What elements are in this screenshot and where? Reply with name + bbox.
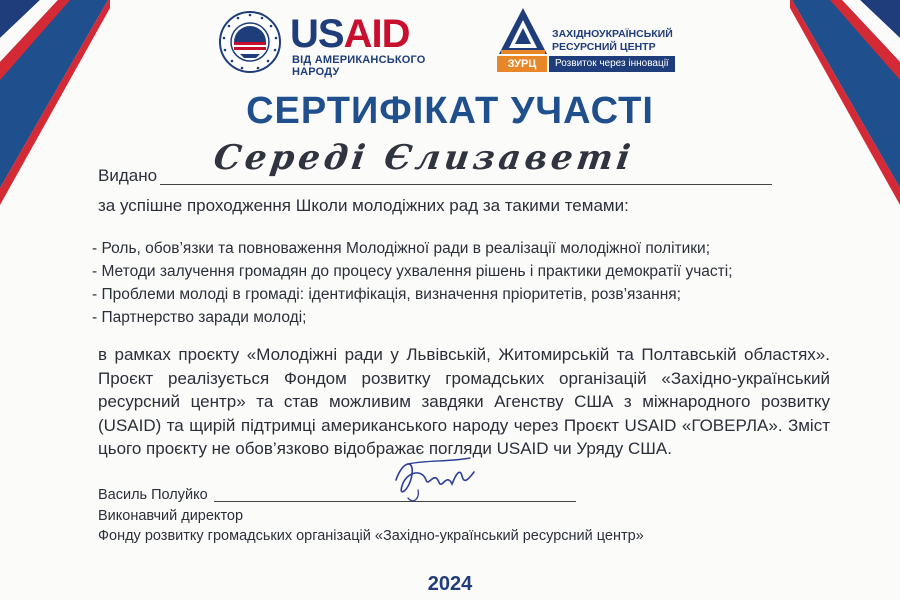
project-description: в рамках проєкту «Молодіжні ради у Львівській, Житомирській та Полтавській областях». Проєкт реалізується Фондом розвитку громадських організацій «Західно-український ресурсний центр» та став можливим завдяки Агенству США з міжнародного розвитку (USAID) та щирій підтримці американського народу через Проєкт USAID «ГОВЕРЛА». Зміст цього проєкту не обов’язково відображає погляди USAID чи Уряду США. — [98, 345, 830, 458]
signer-role: Виконавчий директор — [98, 508, 244, 524]
zurc-abbreviation: ЗУРЦ — [497, 56, 547, 72]
topic-item: - Проблеми молоді в громаді: ідентифікація, визначення пріоритетів, розв’язання; — [92, 286, 681, 303]
zurc-tagline: Розвиток через інновації — [549, 56, 675, 72]
signer-name: Василь Полуйко — [98, 487, 208, 503]
handwritten-signature — [388, 450, 478, 510]
zurc-logo — [497, 6, 697, 72]
recipient-underline — [160, 184, 772, 185]
topic-item: - Методи залучення громадян до процесу ухвалення рішень і практики демократії участі; — [92, 263, 733, 280]
recipient-name: Середі Єлизаветі — [211, 138, 637, 178]
certificate-year: 2024 — [427, 573, 473, 595]
usaid-subtitle: ВІД АМЕРИКАНСЬКОГО НАРОДУ — [292, 54, 426, 78]
topic-item: - Партнерство заради молоді; — [92, 309, 307, 326]
usaid-us-text: US — [290, 12, 344, 56]
zurc-name-line2: РЕСУРСНИЙ ЦЕНТР — [552, 41, 656, 53]
usaid-wordmark — [290, 12, 409, 56]
zurc-name-line1: ЗАХІДНОУКРАЇНСЬКИЙ — [552, 28, 673, 40]
zurc-name — [552, 28, 673, 54]
topics-list — [92, 237, 733, 329]
intro-text: за успішне проходження Школи молодіжних рад за такими темами: — [98, 196, 629, 215]
certificate-title: СЕРТИФІКАТ УЧАСТІ — [246, 90, 654, 132]
usaid-aid-text: AID — [343, 12, 410, 56]
topic-item: - Роль, обов’язки та повноваження Молодіжної ради в реалізації молодіжної політики; — [92, 240, 711, 257]
signer-organization: Фонду розвитку громадських організацій «Західно-український ресурсний центр» — [98, 528, 644, 544]
issued-label: Видано — [98, 166, 158, 185]
usaid-seal-icon — [218, 10, 282, 74]
usaid-logo — [218, 10, 440, 78]
